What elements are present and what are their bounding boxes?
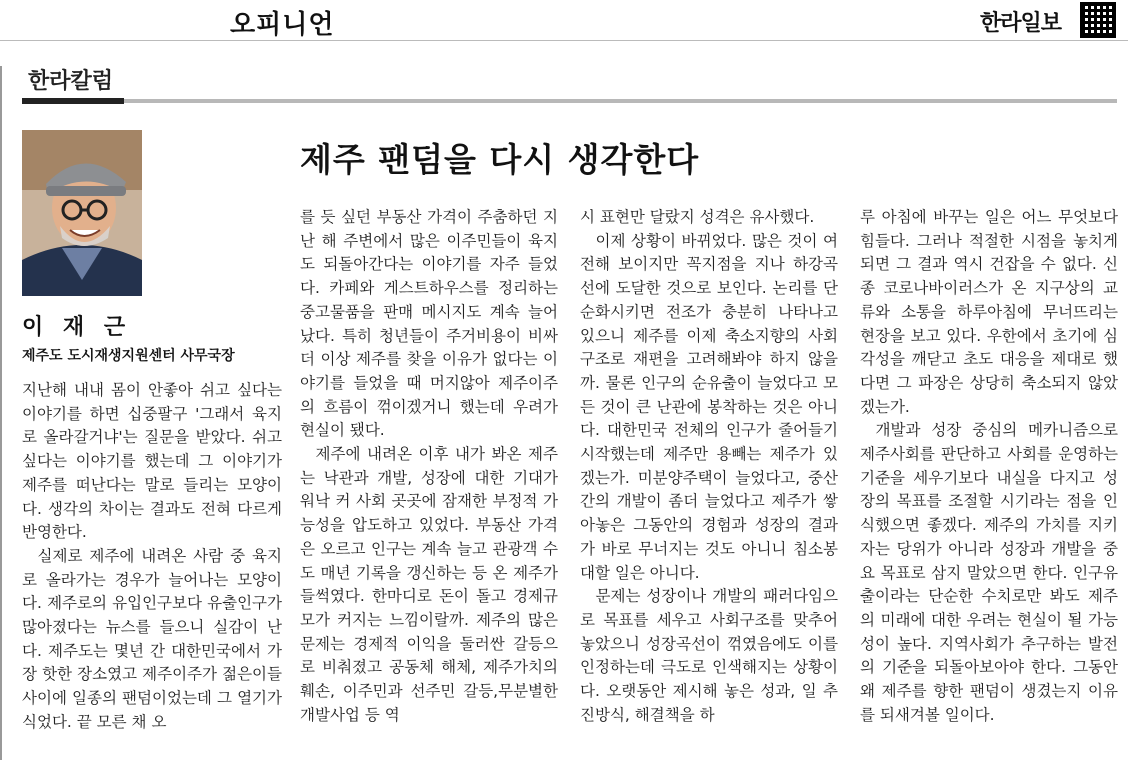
paragraph: 문제는 성장이나 개발의 패러다임으로 목표를 세우고 사회구조를 맞추어 놓았으니 성장곡선이 꺾였음에도 이를 인정하는데 극도로 인색해지는 상황이다. 오랫동안 제시해 놓은 성과, 일 추진방식, 해결책을 하 — [580, 587, 838, 724]
paragraph: 실제로 제주에 내려온 사람 중 육지로 올라가는 경우가 늘어나는 모양이다. 제주로의 유입인구보다 유출인구가 많아졌다는 뉴스를 들으니 실감이 난다. 제주도는 몇년 간 대한민국에서 가장 핫한 장소였고 제주이주가 젊은이들 사이에 일종의 팬덤이었는데 그 열기가 식었다. 끝 모른 채 오 — [22, 546, 282, 731]
header-divider — [0, 40, 1128, 41]
paragraph: 이제 상황이 바뀌었다. 많은 것이 여전해 보이지만 꼭지점을 지나 하강곡선에 도달한 것으로 보인다. 논리를 단순화시키면 전조가 충분히 나타나고 있으니 제주를 이제 축소지향의 사회구조로 재편을 고려해봐야 하지 않을까. 물론 인구의 순유출이 늘었다고 모든 것이 큰 난관에 봉착하는 것은 아니다. 대한민국 전체의 인구가 줄어들기 시작했는데 제주만 용빼는 제주가 있겠는가. 미분양주택이 늘었다고, 중산간의 개발이 좀더 늘었다고 제주가 쌓아놓은 그동안의 경험과 성장의 결과가 바로 무너지는 것도 아니니 침소봉대할 일은 아니다. — [580, 231, 838, 582]
author-name: 이 재 근 — [22, 315, 132, 340]
article-column-4 — [860, 206, 1118, 727]
author-title: 제주도 도시재생지원센터 사무국장 — [22, 348, 235, 364]
newspaper-logo: 한라일보 — [980, 11, 1062, 36]
paragraph: 시 표현만 달랐지 성격은 유사했다. — [580, 208, 815, 226]
article-column-2 — [300, 206, 558, 727]
article-column-3 — [580, 206, 838, 727]
author-portrait-icon — [22, 130, 142, 296]
article-headline: 제주 팬덤을 다시 생각한다 — [300, 140, 700, 179]
paragraph: 루 아침에 바꾸는 일은 어느 무엇보다 힘들다. 그러나 적절한 시점을 놓치게 되면 그 결과 역시 건잡을 수 없다. 신종 코로나바이러스가 온 지구상의 교류와 소통을 하루아침에 무너뜨리는 현장을 보고 있다. 우한에서 초기에 심각성을 깨닫고 초도 대응을 제대로 했다면 그 파장은 상당히 축소되지 않았겠는가. — [860, 208, 1118, 416]
section-title: 오피니언 — [230, 10, 335, 40]
article-column-1 — [22, 379, 282, 735]
paragraph: 를 듯 싶던 부동산 가격이 주춤하던 지난 해 주변에서 많은 이주민들이 육지도 되돌아간다는 이야기를 자주 들었다. 카페와 게스트하우스를 정리하는 중고물품을 판매 메시지도 계속 늘어났다. 특히 청년들이 주거비용이 비싸 더 이상 제주를 찾을 이유가 없다는 이야기를 들었을 때 머지않아 제주이주의 흐름이 꺾이겠거니 했는데 우려가 현실이 됐다. — [300, 208, 558, 440]
paragraph: 지난해 내내 몸이 안좋아 쉬고 싶다는 이야기를 하면 십중팔구 '그래서 육지로 올라갈거냐'는 질문을 받았다. 쉬고 싶다는 이야기를 했는데 그 이야기가 제주를 떠난다는 말로 들리는 모양이다. 생각의 차이는 결과도 전혀 다르게 반영한다. — [22, 381, 282, 542]
paragraph: 개발과 성장 중심의 메카니즘으로 제주사회를 판단하고 사회를 운영하는 기준을 세우기보다 내실을 다지고 성장의 목표를 조절할 시기라는 점을 인식했으면 좋겠다. 제주의 가치를 지키자는 당위가 아니라 성장과 개발을 중요 목표로 삼지 말았으면 한다. 인구유출이라는 단순한 수치로만 봐도 제주의 미래에 대한 우려는 현실이 될 가능성이 높다. 지역사회가 추구하는 발전의 기준을 되돌아보아야 한다. 그동안 왜 제주를 향한 팬덤이 생겼는지 이유를 되새겨볼 일이다. — [860, 421, 1118, 724]
column-name: 한라칼럼 — [28, 69, 114, 94]
page-left-border — [0, 66, 2, 760]
qr-code-icon — [1080, 2, 1116, 38]
paragraph: 제주에 내려온 이후 내가 봐온 제주는 낙관과 개발, 성장에 대한 기대가 워낙 커 사회 곳곳에 잠재한 부정적 가능성을 압도하고 있었다. 부동산 가격은 오르고 인구는 계속 늘고 관광객 수도 매년 기록을 갱신하는 등 온 제주가 들썩였다. 한마디로 돈이 돌고 경제규모가 커지는 느낌이랄까. 제주의 많은 문제는 경제적 이익을 둘러싼 갈등으로 비춰졌고 공동체 해체, 제주가치의 훼손, 이주민과 선주민 갈등,무분별한 개발사업 등 역 — [300, 445, 558, 724]
author-photo — [22, 130, 142, 296]
column-rule-accent — [22, 98, 124, 104]
column-rule — [124, 99, 1117, 103]
